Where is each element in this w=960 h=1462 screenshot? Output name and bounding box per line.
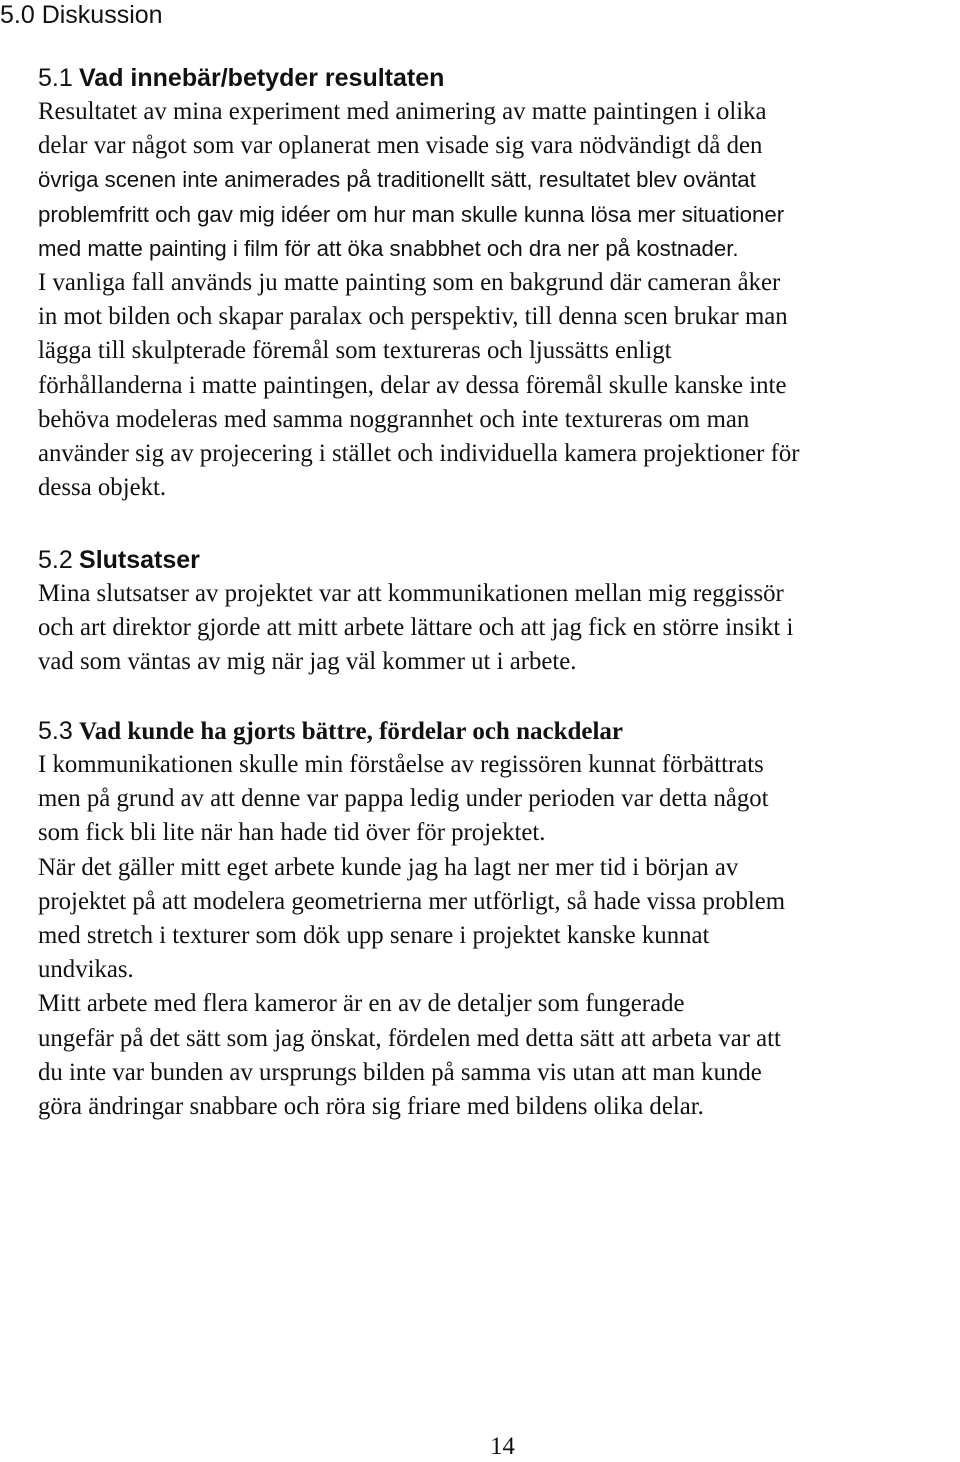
section-5-1	[38, 62, 958, 505]
section-title: Vad innebär/betyder resultaten	[79, 64, 445, 92]
text-line: I vanliga fall används ju matte painting som en bakgrund där cameran åker	[38, 269, 781, 297]
section-number: 5.3	[38, 717, 73, 745]
paragraph	[38, 95, 958, 266]
section-number: 5.2	[38, 546, 73, 574]
section-5-2	[38, 544, 958, 680]
text-line: lägga till skulpterade föremål som textureras och ljussätts enligt	[38, 337, 672, 365]
section-5-3	[38, 715, 958, 1124]
section-number: 5.1	[38, 64, 73, 92]
text-line: delar var något som var oplanerat men visade sig vara nödvändigt då den	[38, 132, 763, 160]
section-heading	[38, 544, 958, 577]
text-line: vad som väntas av mig när jag väl kommer ut i arbete.	[38, 648, 577, 676]
paragraph	[38, 577, 958, 680]
text-line: men på grund av att denne var pappa ledig under perioden var detta något	[38, 785, 769, 813]
text-line: Resultatet av mina experiment med animering av matte paintingen i olika	[38, 98, 767, 125]
section-heading	[38, 62, 958, 95]
text-line: Mina slutsatser av projektet var att kommunikationen mellan mig reggissör	[38, 580, 784, 607]
text-line: förhållanderna i matte paintingen, delar av dessa föremål skulle kanske inte	[38, 371, 787, 399]
text-line: När det gäller mitt eget arbete kunde jag ha lagt ner mer tid i början av	[38, 853, 739, 881]
paragraph	[38, 748, 958, 851]
text-line: projektet på att modelera geometrierna mer utförligt, så hade vissa problem	[38, 887, 786, 915]
text-line: ungefär på det sätt som jag önskat, fördelen med detta sätt att arbeta var att	[38, 1024, 781, 1052]
text-line: undvikas.	[38, 956, 134, 984]
text-line: Mitt arbete med flera kameror är en av de detaljer som fungerade	[38, 990, 685, 1018]
text-line: behöva modeleras med samma noggrannhet och inte textureras om man	[38, 405, 750, 433]
page-number: 14	[490, 1433, 515, 1460]
text-line: med matte painting i film för att öka snabbhet och dra ner på kostnader.	[38, 235, 739, 261]
text-line: dessa objekt.	[38, 474, 167, 502]
paragraph	[38, 987, 958, 1124]
text-line: I kommunikationen skulle min förståelse av regissören kunnat förbättrats	[38, 751, 764, 778]
text-line: du inte var bunden av ursprungs bilden på samma vis utan att man kunde	[38, 1058, 762, 1086]
paragraph	[38, 266, 958, 505]
paragraph	[38, 851, 958, 988]
text-line: som fick bli lite när han hade tid över för projektet.	[38, 819, 546, 847]
text-line: med stretch i texturer som dök upp senare i projektet kanske kunnat	[38, 922, 710, 950]
text-line: använder sig av projecering i stället och individuella kamera projektioner för	[38, 440, 800, 468]
text-line: göra ändringar snabbare och röra sig friare med bildens olika delar.	[38, 1093, 704, 1121]
section-title: Vad kunde ha gjorts bättre, fördelar och nackdelar	[79, 718, 624, 745]
text-line: in mot bilden och skapar paralax och perspektiv, till denna scen brukar man	[38, 303, 788, 331]
text-line: och art direktor gjorde att mitt arbete lättare och att jag fick en större insikt i	[38, 614, 794, 642]
section-heading	[38, 715, 958, 748]
chapter-title: 5.0 Diskussion	[0, 1, 163, 29]
text-line: problemfritt och gav mig idéer om hur man skulle kunna lösa mer situationer	[38, 201, 785, 227]
section-title: Slutsatser	[79, 546, 200, 574]
text-line: övriga scenen inte animerades på traditionellt sätt, resultatet blev oväntat	[38, 167, 756, 193]
